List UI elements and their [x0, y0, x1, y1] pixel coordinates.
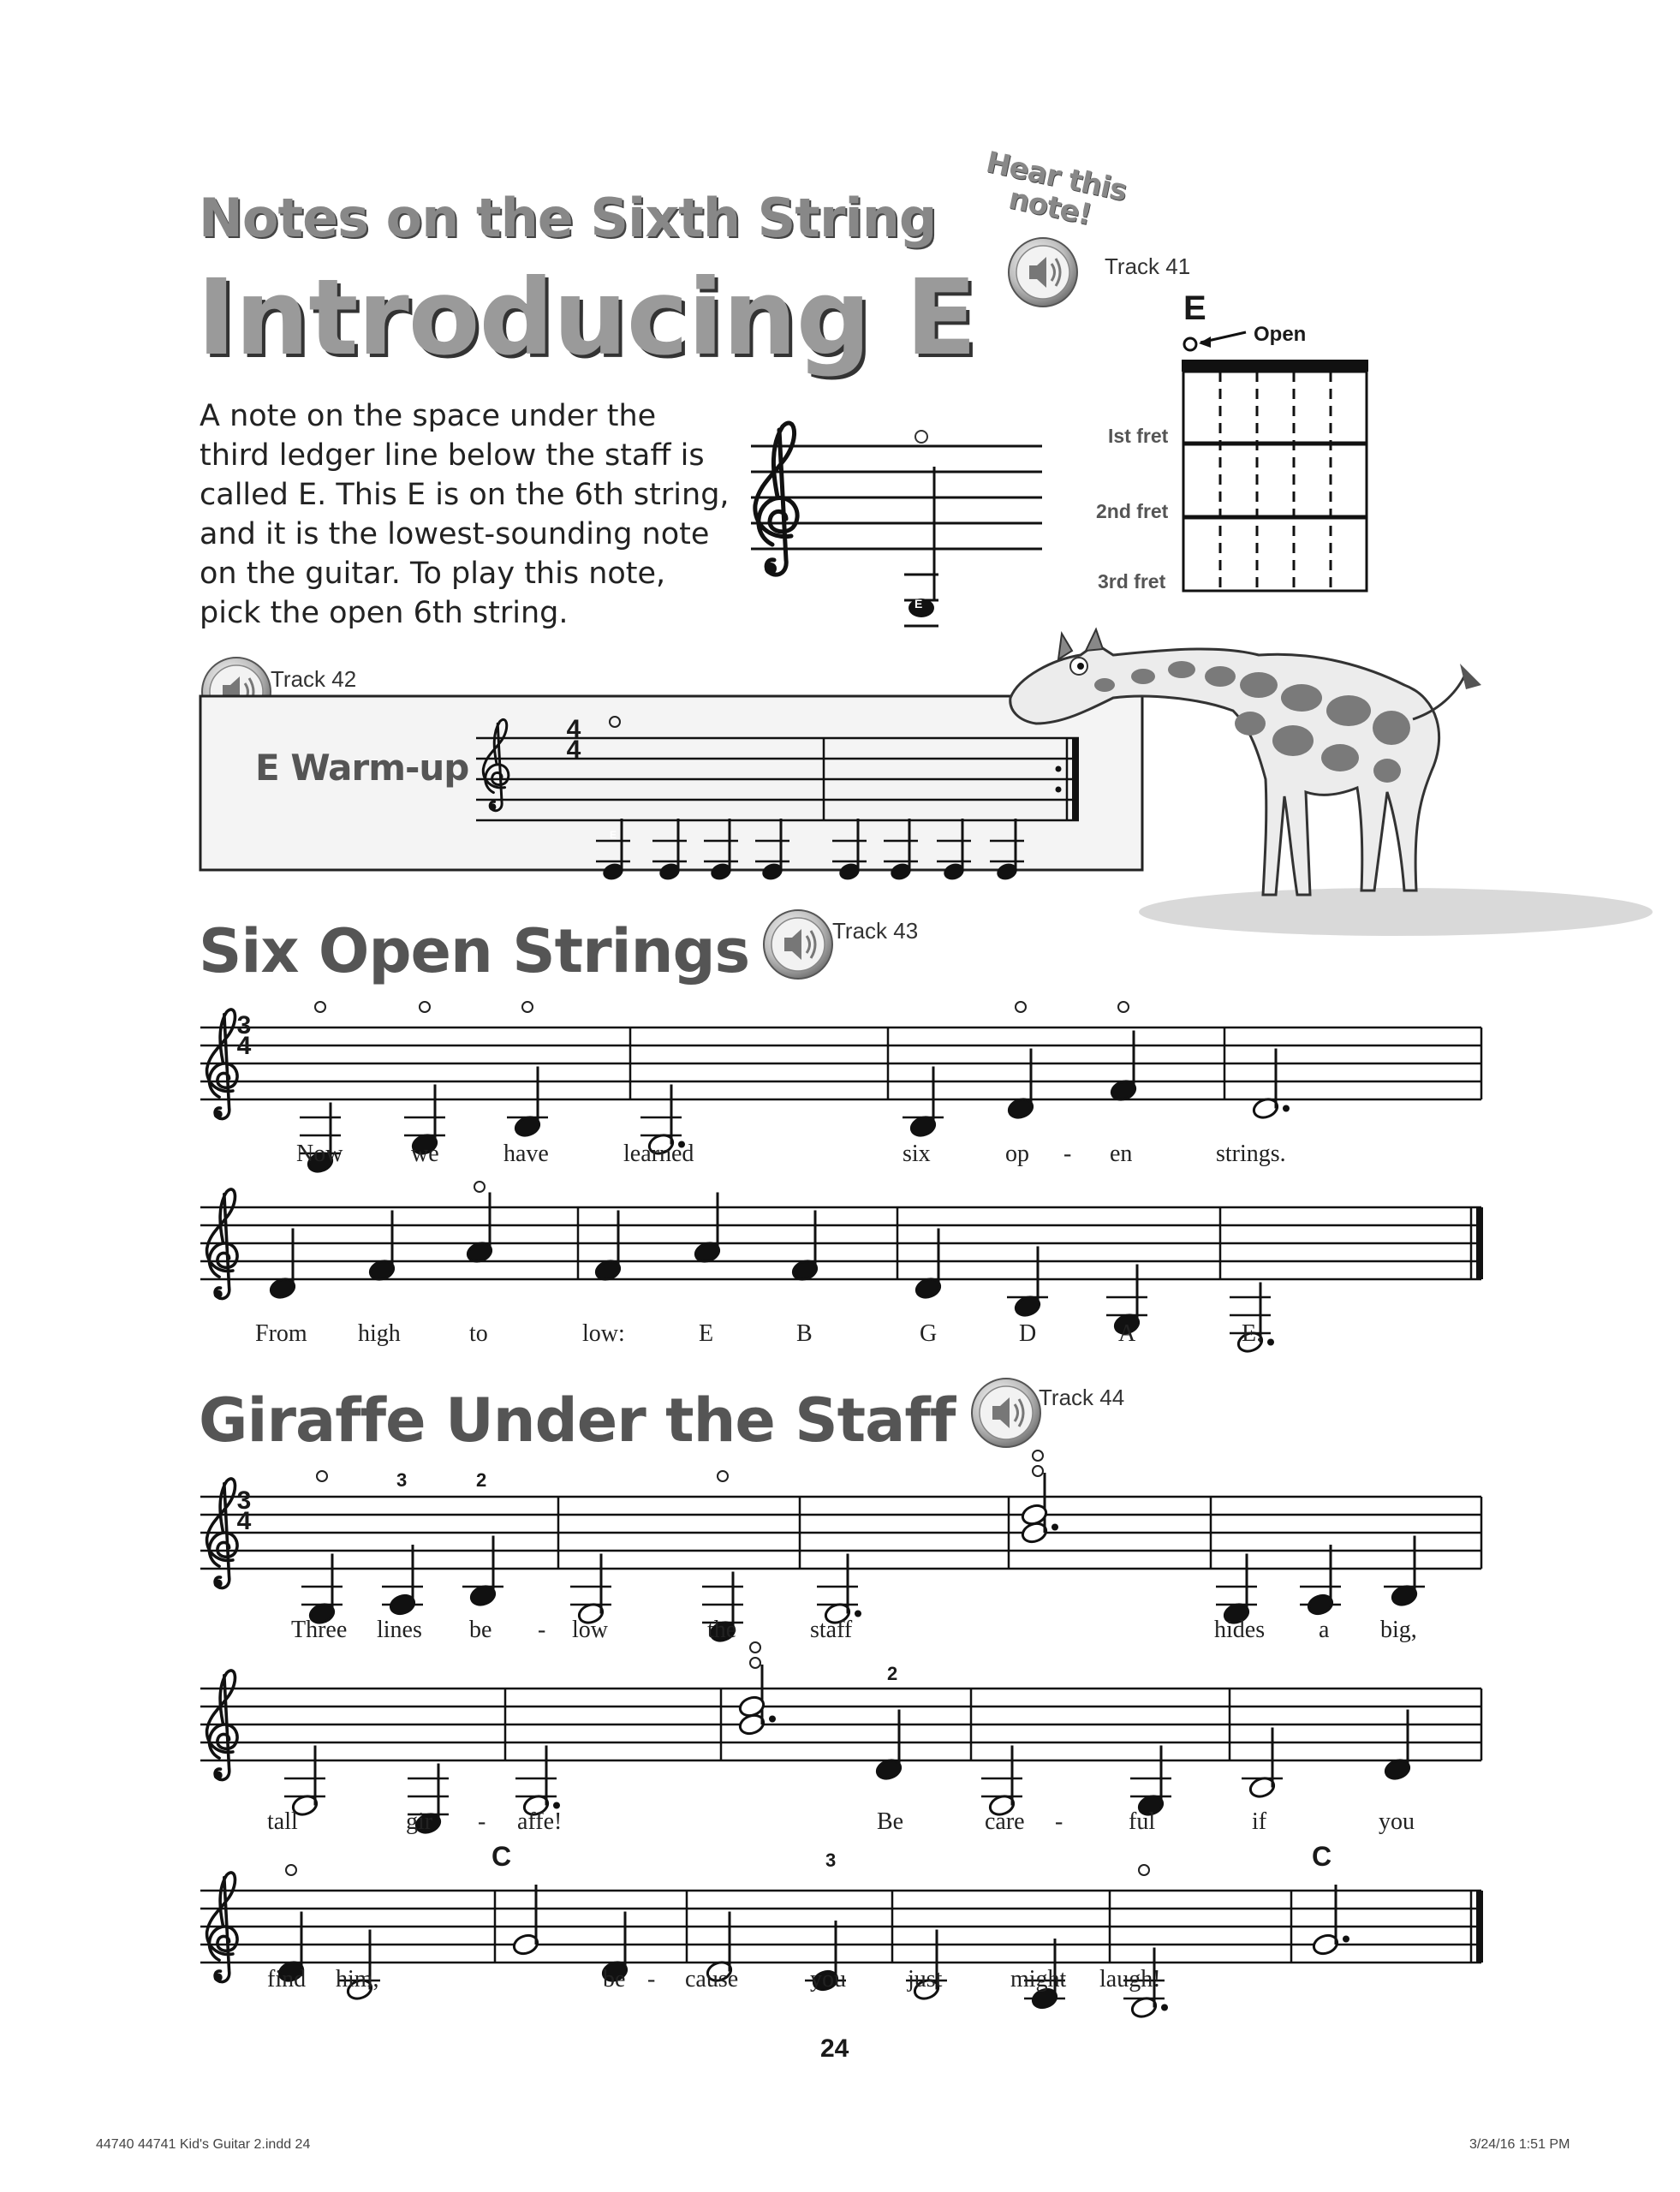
- lyric-word: -: [647, 1966, 656, 1992]
- giraffe-staff-2: [200, 1642, 1481, 1836]
- lyric-word: A: [1118, 1320, 1136, 1347]
- lyric-word: care: [985, 1808, 1025, 1835]
- fret-note-name: E: [1183, 289, 1206, 327]
- lyric-word: Be: [877, 1808, 904, 1835]
- lyric-word: big,: [1380, 1617, 1417, 1643]
- intro-staff: [751, 446, 1042, 626]
- lyric-word: we: [411, 1141, 439, 1167]
- lyric-word: From: [255, 1320, 307, 1347]
- lyric-word: just: [908, 1966, 943, 1992]
- giraffe-staff-1: [200, 1450, 1481, 1644]
- lyric-word: lines: [377, 1617, 422, 1643]
- fret-diagram: [1182, 332, 1368, 591]
- lyric-word: might: [1010, 1966, 1067, 1992]
- lyric-word: op: [1005, 1141, 1029, 1167]
- giraffe-time-signature: 3 4: [236, 1486, 252, 1535]
- lyric-word: Three: [291, 1617, 348, 1643]
- fret-2-label: 2nd fret: [1096, 500, 1169, 522]
- lyric-word: the: [707, 1617, 737, 1643]
- lyric-word: have: [503, 1141, 549, 1167]
- lyric-word: a: [1319, 1617, 1330, 1643]
- lyric-word: affe!: [517, 1808, 563, 1835]
- lyric-word: G: [920, 1320, 938, 1347]
- section-subtitle: Notes on the Sixth String: [199, 187, 937, 249]
- footer-date: 3/24/16 1:51 PM: [1469, 2137, 1570, 2152]
- open-label: Open: [1254, 323, 1307, 346]
- section-title: Introducing E: [197, 257, 976, 378]
- lyric-word: staff: [810, 1617, 853, 1643]
- lyric-word: B: [796, 1320, 813, 1347]
- giraffe-song-title: Giraffe Under the Staff: [199, 1385, 956, 1456]
- track-44-label: Track 44: [1039, 1385, 1125, 1410]
- chord-label-c: C: [491, 1841, 512, 1872]
- lyric-word: find: [267, 1966, 307, 1992]
- lyric-word: en: [1110, 1141, 1133, 1167]
- lyric-word: hides: [1214, 1617, 1266, 1643]
- track-42-label: Track 42: [271, 666, 357, 692]
- lyric-word: E: [699, 1320, 714, 1347]
- lyric-word: you: [810, 1966, 846, 1992]
- warmup-time-signature: 4 4: [566, 715, 581, 764]
- lyric-word: cause: [685, 1966, 739, 1992]
- fingering-2: 2: [476, 1469, 487, 1491]
- lyric-word: learned: [623, 1141, 694, 1167]
- lyric-word: strings.: [1216, 1141, 1286, 1167]
- lyric-word: E.: [1242, 1320, 1263, 1347]
- six-open-strings-title: Six Open Strings: [199, 916, 750, 986]
- fret-3-label: 3rd fret: [1098, 570, 1166, 593]
- lyric-word: be: [469, 1617, 492, 1643]
- lyric-word: -: [478, 1808, 486, 1835]
- lyric-word: you: [1379, 1808, 1415, 1835]
- lyric-word: to: [469, 1320, 488, 1347]
- lyric-word: high: [358, 1320, 401, 1347]
- lyric-word: gir: [406, 1808, 433, 1835]
- lyric-word: six: [903, 1141, 931, 1167]
- chord-label-c: C: [1312, 1841, 1332, 1872]
- fingering-2: 2: [887, 1663, 898, 1684]
- lyric-word: -: [538, 1617, 546, 1643]
- speaker-icon[interactable]: [764, 910, 832, 979]
- track-41-label: Track 41: [1105, 253, 1191, 279]
- lyric-word: low:: [582, 1320, 625, 1347]
- page-number: 24: [820, 2034, 849, 2063]
- lyric-word: if: [1252, 1808, 1267, 1835]
- lyric-word: D: [1019, 1320, 1037, 1347]
- warmup-title: E Warm-up: [255, 747, 469, 789]
- speaker-icon[interactable]: [1009, 238, 1077, 307]
- hear-this-note-badge: Hear this note!: [983, 145, 1130, 233]
- lyric-word: -: [1055, 1808, 1063, 1835]
- lyric-word: ful: [1129, 1808, 1156, 1835]
- speaker-icon[interactable]: [972, 1379, 1040, 1447]
- giraffe-staff-3: [200, 1865, 1481, 2020]
- note-e-label: E: [914, 597, 923, 611]
- footer-file-info: 44740 44741 Kid's Guitar 2.indd 24: [96, 2137, 311, 2152]
- intro-paragraph: A note on the space under the third ledger line below the staff is called E. This E is on the 6th string, and it is the lowest-sounding note on the guitar. To play this note, pick the open 6th string.: [200, 399, 730, 630]
- fingering-3: 3: [825, 1850, 837, 1871]
- lyric-word: Now: [296, 1141, 343, 1167]
- track-43-label: Track 43: [832, 918, 919, 944]
- fingering-3: 3: [396, 1469, 408, 1491]
- lyric-word: be: [603, 1966, 626, 1992]
- six-open-strings-staff-1: [200, 1002, 1481, 1175]
- lyric-word: laugh!: [1099, 1966, 1161, 1992]
- lyric-word: low: [572, 1617, 608, 1643]
- lyric-word: him,: [336, 1966, 379, 1992]
- six-open-time-signature: 3 4: [236, 1011, 252, 1060]
- lyric-word: -: [1063, 1141, 1072, 1167]
- lyric-word: tall: [267, 1808, 298, 1835]
- fret-1-label: Ist fret: [1108, 425, 1169, 447]
- warmup-note-label: E: [610, 829, 617, 841]
- open-string-marker: [915, 431, 927, 443]
